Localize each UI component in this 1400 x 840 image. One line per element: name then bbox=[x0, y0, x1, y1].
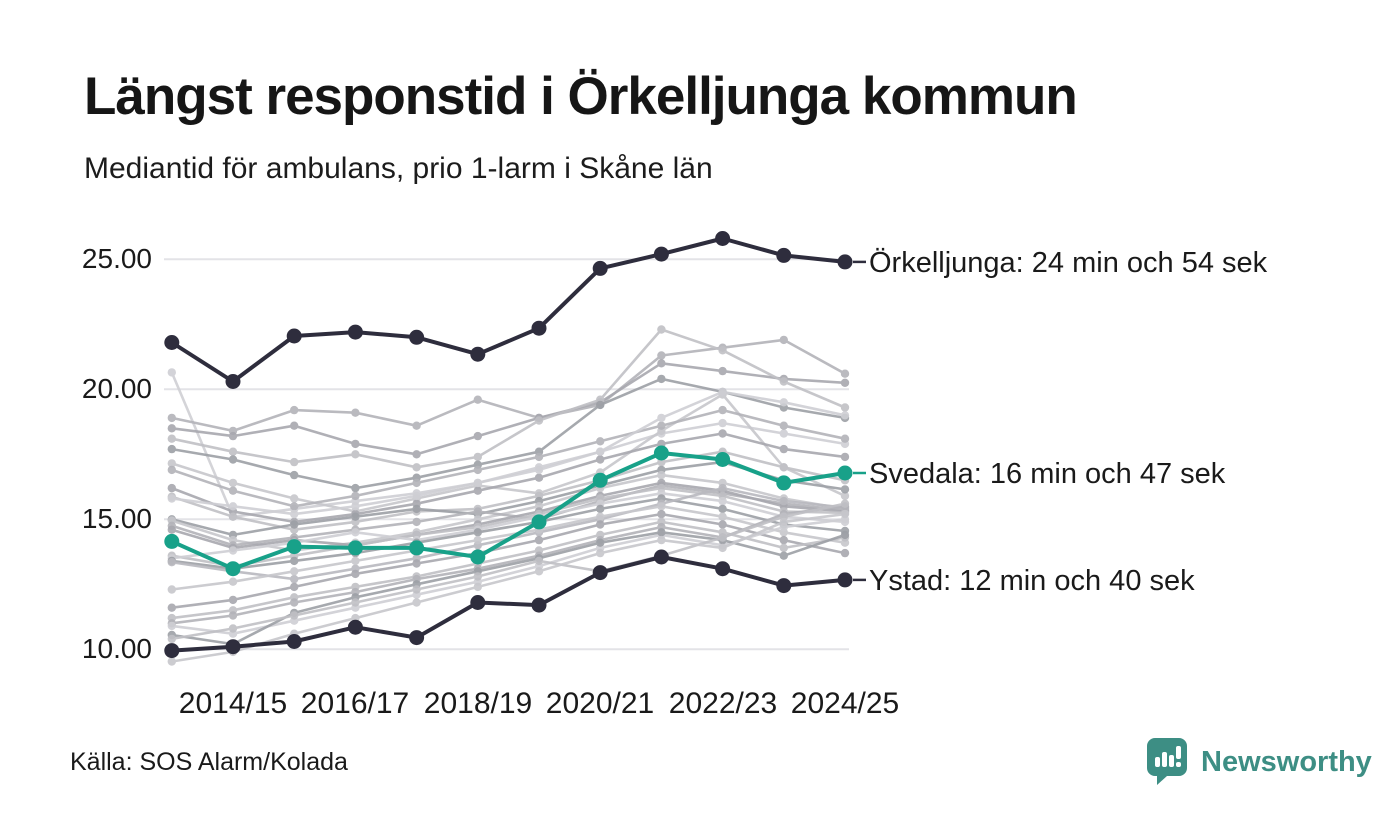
x-tick-2022-23: 2022/23 bbox=[668, 687, 778, 720]
x-tick-2014-15: 2014/15 bbox=[178, 687, 288, 720]
gridlines bbox=[164, 259, 849, 649]
x-axis bbox=[179, 687, 899, 720]
highlight-series-layer bbox=[164, 231, 852, 658]
background-series bbox=[168, 336, 850, 435]
background-series-layer bbox=[168, 325, 850, 665]
y-tick-20: 20.00 bbox=[81, 373, 152, 404]
annotation-dashes bbox=[853, 262, 866, 580]
series-annotations bbox=[869, 247, 1268, 597]
x-tick-2018-19: 2018/19 bbox=[423, 687, 533, 720]
x-tick-2020-21: 2020/21 bbox=[545, 687, 655, 720]
newsworthy-logo-text: Newsworthy bbox=[1201, 745, 1372, 778]
page-title: Längst responstid i Örkelljunga kommun bbox=[84, 67, 1077, 126]
source-note: Källa: SOS Alarm/Kolada bbox=[70, 748, 348, 776]
annotation-ystad: Ystad: 12 min och 40 sek bbox=[869, 565, 1195, 597]
annotation-svedala: Svedala: 16 min och 47 sek bbox=[869, 458, 1226, 490]
y-axis bbox=[82, 243, 152, 664]
x-tick-2016-17: 2016/17 bbox=[300, 687, 410, 720]
annotation-orkelljunga: Örkelljunga: 24 min och 54 sek bbox=[869, 247, 1268, 279]
x-tick-2024-25: 2024/25 bbox=[790, 687, 900, 720]
newsworthy-logo-icon bbox=[1147, 738, 1188, 786]
newsworthy-logo bbox=[1147, 738, 1372, 786]
y-tick-25: 25.00 bbox=[81, 243, 152, 274]
y-tick-10: 10.00 bbox=[81, 633, 152, 664]
page-subtitle: Mediantid för ambulans, prio 1-larm i Skåne län bbox=[84, 152, 713, 185]
y-tick-15: 15.00 bbox=[81, 503, 152, 534]
